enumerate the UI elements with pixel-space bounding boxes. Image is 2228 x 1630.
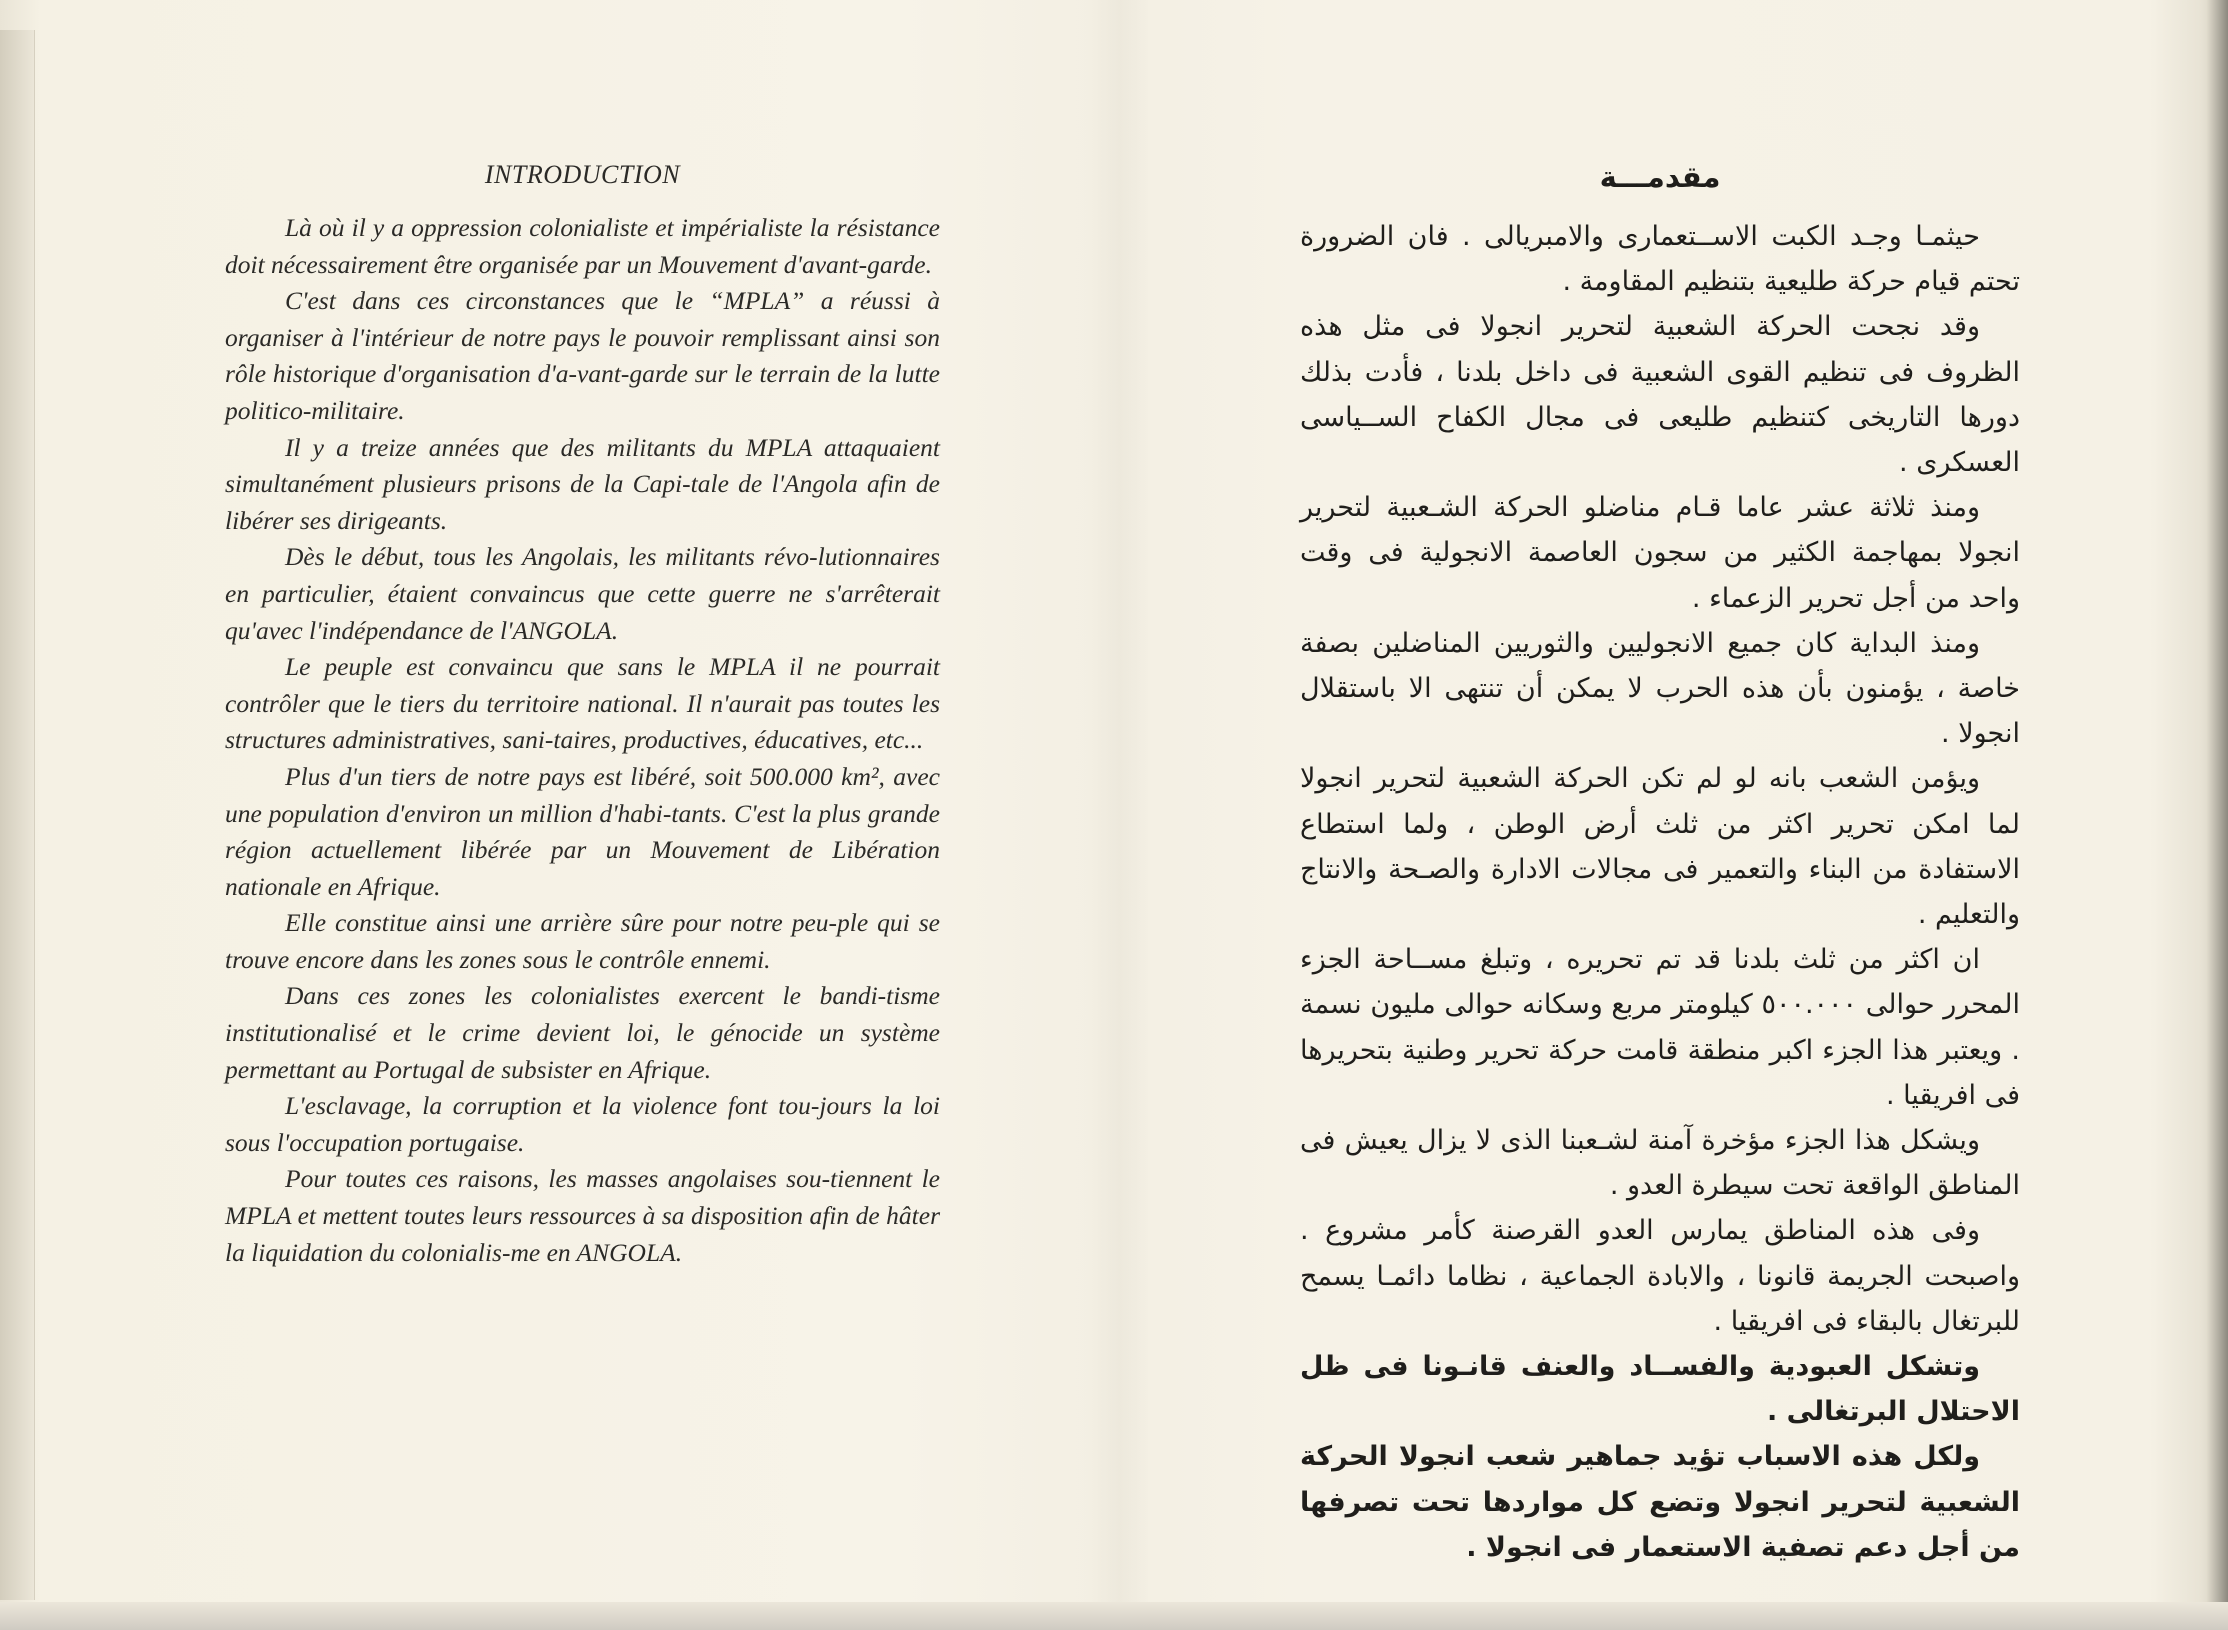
paragraph-fr-4: Dès le début, tous les Angolais, les militants révo-lutionnaires en particulier, étaient convaincus que cette guerre ne s'arrêterait qu'avec l'indépendance de l'ANGOLA. <box>225 542 940 645</box>
bottom-page-edge <box>0 1602 2228 1630</box>
book-gutter <box>1090 0 1150 1630</box>
paragraph-fr-10: Pour toutes ces raisons, les masses angolaises sou-tiennent le MPLA et mettent toutes leurs ressources à sa disposition afin de hâter la liquidation du colonialis-me en ANGOLA. <box>225 1164 940 1267</box>
paragraph-fr-7: Elle constitue ainsi une arrière sûre pour notre peu-ple qui se trouve encore dans les zones sous le contrôle ennemi. <box>225 908 940 974</box>
paragraph-ar-9: وتشكل العبودية والفســاد والعنف قانـونا فى ظل الاحتلال البرتغالى . <box>1300 1351 2020 1428</box>
left-page-edge <box>0 30 35 1600</box>
paragraph-ar-6: ان اكثر من ثلث بلدنا قد تم تحريره ، وتبلغ مســاحة الجزء المحرر حوالى ٥٠٠.٠٠٠ كيلومتر مربع وسكانه حوالى مليون نسمة . ويعتبر هذا الجزء اكبر منطقة قامت حركة تحرير وطنية بتحريرها فى افريقيا . <box>1300 944 2020 1111</box>
paragraph-ar-4: ومنذ البداية كان جميع الانجوليين والثوريين المناضلين بصفة خاصة ، يؤمنون بأن هذه الحرب لا يمكن أن تنتهى الا باستقلال انجولا . <box>1300 627 2020 750</box>
paragraph-fr-5: Le peuple est convaincu que sans le MPLA il ne pourrait contrôler que le tiers du territoire national. Il n'aurait pas toutes les structures administratives, sani-taires, productives, éducatives, etc... <box>225 652 940 755</box>
paragraph-fr-6: Plus d'un tiers de notre pays est libéré, soit 500.000 km², avec une population d'environ un million d'habi-tants. C'est la plus grande région actuellement libérée par un Mouvement de Libération nationale en Afrique. <box>225 761 940 901</box>
paragraph-fr-3: Il y a treize années que des militants du MPLA attaquaient simultanément plusieurs prisons de la Capi-tale de l'Angola afin de libérer ses dirigeants. <box>225 432 940 535</box>
paragraph-ar-7: ويشكل هذا الجزء مؤخرة آمنة لشـعبنا الذى لا يزال يعيش فى المناطق الواقعة تحت سيطرة العدو . <box>1300 1125 2020 1202</box>
paragraph-ar-2: وقد نجحت الحركة الشعبية لتحرير انجولا فى مثل هذه الظروف فى تنظيم القوى الشعبية فى داخل بلدنا ، فأدت بذلك دورها التاريخى كتنظيم طليعى فى مجال الكفاح الســياسى العسكرى . <box>1300 311 2020 479</box>
page-title-french: INTRODUCTION <box>484 160 681 189</box>
right-page-edge <box>2206 0 2228 1630</box>
left-page-french <box>225 160 940 1271</box>
paragraph-ar-8: وفى هذه المناطق يمارس العدو القرصنة كأمر مشروع . واصبحت الجريمة قانونا ، والابادة الجماعية ، نظاما دائمـا يسمح للبرتغال بالبقاء فى افريقيا . <box>1300 1215 2020 1337</box>
paragraph-fr-1: Là où il y a oppression colonialiste et impérialiste la résistance doit nécessairement être organisée par un Mouvement d'avant-garde. <box>225 213 940 279</box>
paragraph-fr-8: Dans ces zones les colonialistes exercent le bandi-tisme institutionalisé et le crime devient loi, le génocide un système permettant au Portugal de subsister en Afrique. <box>225 981 940 1084</box>
paragraph-ar-3: ومنذ ثلاثة عشر عاما قـام مناضلو الحركة الشـعبية لتحرير انجولا بمهاجمة الكثير من سجون العاصمة الانجولية فى وقت واحد من أجل تحرير الزعماء . <box>1300 492 2020 614</box>
paragraph-ar-1: حيثمـا وجـد الكبت الاســتعمارى والامبريالى . فان الضرورة تحتم قيام حركة طليعية بتنظيم المقاومة . <box>1300 221 2020 298</box>
page-title-arabic: مقدمـــة <box>1599 160 1721 194</box>
paragraph-ar-10: ولكل هذه الاسباب تؤيد جماهير شعب انجولا الحركة الشعبية لتحرير انجولا وتضع كل مواردها تحت تصرفها من أجل دعم تصفية الاستعمار فى انجولا . <box>1300 1441 2020 1563</box>
paragraph-fr-9: L'esclavage, la corruption et la violence font tou-jours la loi sous l'occupation portugaise. <box>225 1091 940 1157</box>
paragraph-fr-2: C'est dans ces circonstances que le “MPLA” a réussi à organiser à l'intérieur de notre pays le pouvoir remplissant ainsi son rôle historique d'organisation d'a-vant-garde sur le terrain de la lutte politico-militaire. <box>225 286 940 425</box>
right-page-arabic <box>1300 160 2020 1570</box>
paragraph-ar-5: ويؤمن الشعب بانه لو لم تكن الحركة الشعبية لتحرير انجولا لما امكن تحرير اكثر من ثلث أرض الوطن ، ولما استطاع الاستفادة من البناء والتعمير فى مجالات الادارة والصـحة والانتاج والتعليم . <box>1300 763 2020 931</box>
